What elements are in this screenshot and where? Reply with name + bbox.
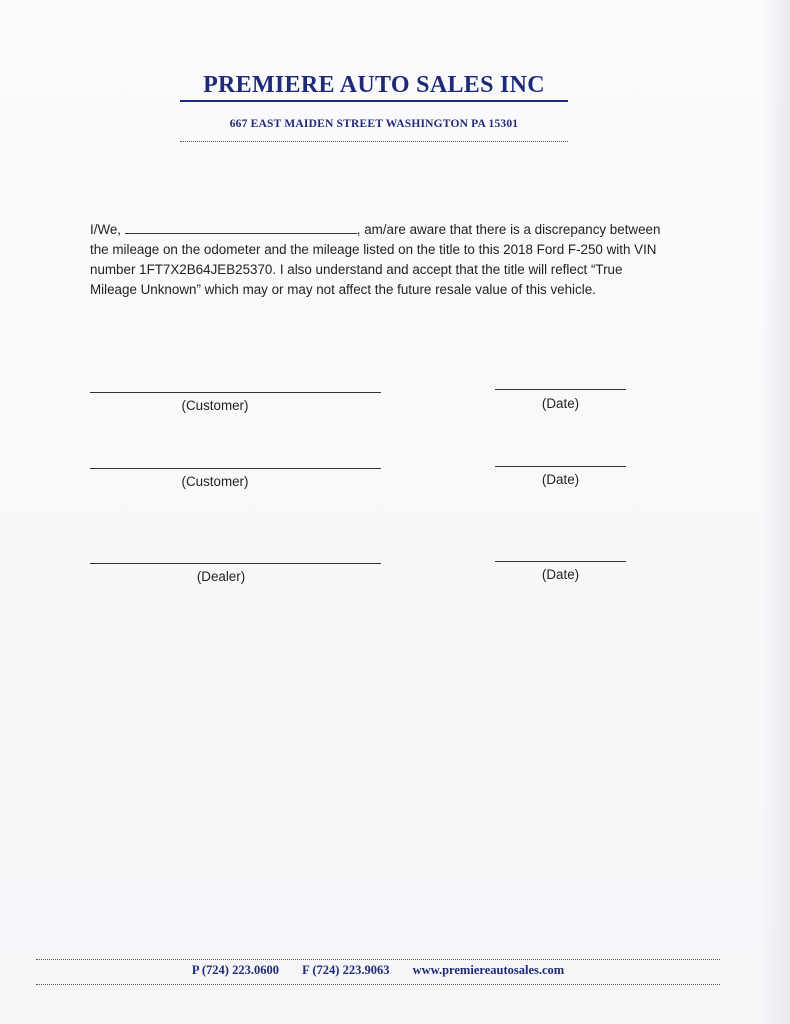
dealer-date-label: (Date) bbox=[541, 567, 580, 582]
customer-2-date-line[interactable] bbox=[495, 466, 626, 467]
disclosure-statement bbox=[90, 220, 690, 300]
dealer-date-line[interactable] bbox=[495, 561, 626, 562]
statement-line-2: the mileage on the odometer and the mileage listed on the title to this 2018 Ford F-250 with VIN bbox=[90, 242, 657, 257]
footer-phone: P (724) 223.0600 bbox=[191, 963, 279, 977]
footer-contact bbox=[36, 963, 720, 978]
customer-2-signature-line[interactable] bbox=[90, 468, 381, 469]
footer-top-dotted-rule bbox=[36, 959, 720, 960]
customer-1-signature-line[interactable] bbox=[90, 392, 381, 393]
customer-2-date-label: (Date) bbox=[541, 472, 580, 487]
footer-bottom-dotted-rule bbox=[36, 984, 720, 985]
customer-1-date-line[interactable] bbox=[495, 389, 626, 390]
company-address: 667 EAST MAIDEN STREET WASHINGTON PA 15301 bbox=[229, 118, 519, 130]
statement-line-3: number 1FT7X2B64JEB25370. I also understand and accept that the title will reflect “True bbox=[90, 262, 623, 277]
footer-fax: F (724) 223.9063 bbox=[302, 963, 390, 977]
statement-line-1-rest: , am/are aware that there is a discrepancy between bbox=[356, 222, 661, 237]
customer-2-label: (Customer) bbox=[181, 474, 249, 489]
page-edge-shadow bbox=[762, 0, 790, 1024]
statement-lead: I/We, bbox=[90, 222, 122, 237]
footer-website[interactable]: www.premiereautosales.com bbox=[412, 963, 565, 977]
header-rule bbox=[180, 100, 568, 102]
statement-line-4: Mileage Unknown” which may or may not affect the future resale value of this vehicle. bbox=[90, 282, 596, 297]
header-dotted-rule bbox=[180, 141, 568, 142]
statement-line-1 bbox=[90, 220, 690, 240]
customer-1-date-label: (Date) bbox=[541, 396, 580, 411]
dealer-signature-line[interactable] bbox=[90, 563, 381, 564]
name-blank[interactable] bbox=[125, 221, 357, 234]
customer-1-label: (Customer) bbox=[181, 398, 249, 413]
company-name: PREMIERE AUTO SALES INC bbox=[203, 72, 545, 98]
dealer-label: (Dealer) bbox=[196, 569, 246, 584]
